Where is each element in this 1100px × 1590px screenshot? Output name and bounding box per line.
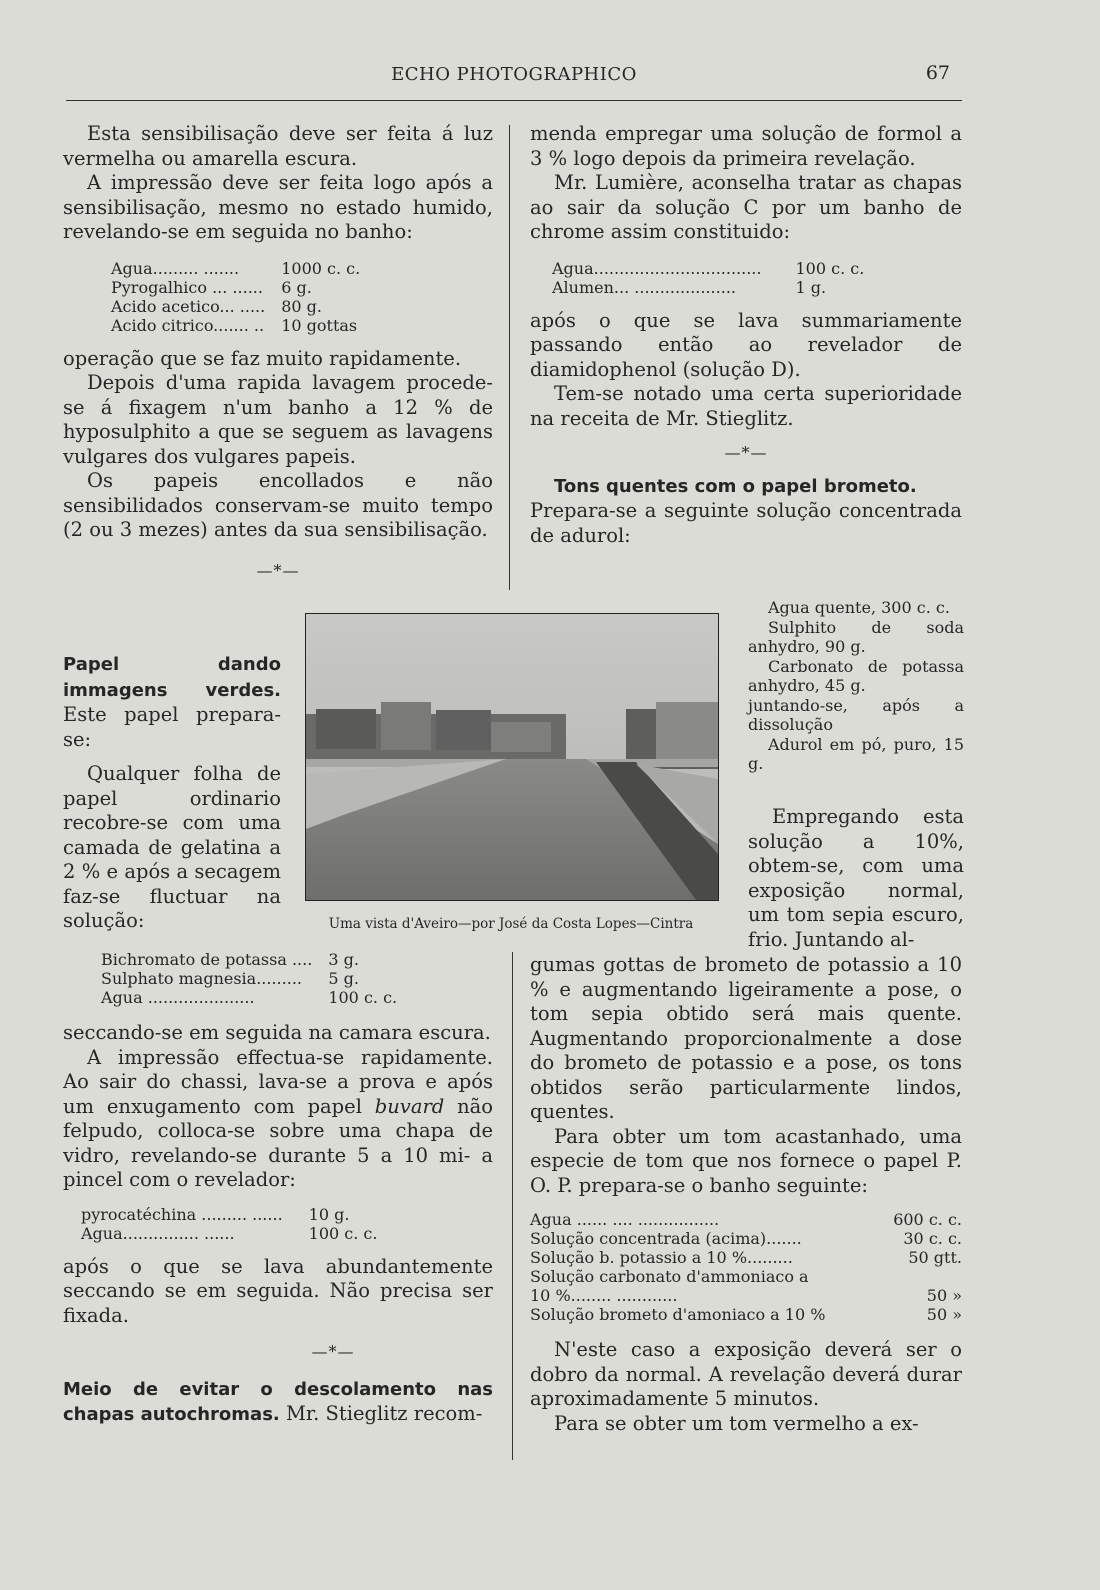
column-divider-bottom — [512, 952, 513, 1460]
emphasis-buvard: buvard — [374, 1094, 445, 1118]
paragraph: após o que se lava summariamente passando então ao revelador de diamidophenol (solução D). — [530, 308, 962, 381]
paragraph: N'este caso a exposição deverá ser o dobro da normal. A revelação deverá durar aproximadamente 5 minutos. — [530, 1338, 962, 1410]
adurol-formula — [748, 598, 964, 774]
formula-bichromato — [101, 950, 397, 1007]
paragraph: seccando-se em seguida na camara escura. — [63, 1021, 491, 1044]
section-separator: —*— — [311, 1342, 355, 1361]
paragraph: A impressão effectua-se rapidamente. Ao sair do chassi, lava-se a prova e após um enxugamento com papel buvard não felpudo, colloca-se sobre uma chapa de vidro, revelando-se durante 5 a 10 mi- a pincel com o revelador: — [63, 1045, 494, 1191]
right-column-top — [530, 122, 962, 548]
paragraph: operação que se faz muito rapidamente. — [63, 346, 462, 370]
section-separator: —*— — [256, 560, 300, 580]
section-heading: Papel dando immagens verdes. — [63, 654, 281, 701]
page-number: 67 — [925, 62, 950, 84]
formula-line: Sulphito de soda anhydro, 90 g. — [748, 617, 964, 656]
paragraph: Os papeis encollados e não sensibilidados conservam-se muito tempo (2 ou 3 mezes) antes da sua sensibilisação. — [63, 469, 493, 541]
formula-pyrogalhico — [111, 259, 360, 335]
photograph-image — [306, 614, 718, 900]
paragraph: Para obter um tom acastanhado, uma especie de tom que nos fornece o papel P. O. P. prepara-se o banho seguinte: — [530, 1124, 962, 1197]
formula-row: Alumen... .................... 1 g. — [552, 277, 827, 297]
right-column-narrow — [748, 805, 964, 952]
photo-caption: Uma vista d'Aveiro—por José da Costa Lopes—Cintra — [328, 916, 694, 932]
formula-pop-bath — [530, 1210, 962, 1324]
formula-pyrocatechina — [81, 1205, 377, 1243]
journal-title: ECHO PHOTOGRAPHICO — [391, 64, 637, 85]
paragraph: Para se obter um tom vermelho a ex- — [554, 1411, 919, 1435]
formula-row: Bichromato de potassa .... 3 g. — [101, 950, 359, 969]
paragraph: Depois d'uma rapida lavagem procede-se á fixagem n'um banho a 12 % de hyposulphito a que se seguem as lavagens vulgares dos vulgares papeis. — [63, 371, 493, 468]
formula-row: Agua......... ....... 1000 c. c. — [111, 258, 361, 278]
formula-row: pyrocatéchina ......... ...... 10 g. — [81, 1204, 350, 1224]
left-column-top — [63, 122, 493, 591]
formula-line: Adurol em pó, puro, 15 g. — [748, 734, 964, 773]
header-rule — [66, 100, 962, 101]
formula-row: Pyrogalhico ... ...... 6 g. — [111, 277, 312, 297]
column-divider-top — [509, 125, 510, 590]
formula-row: Sulphato magnesia......... 5 g. — [101, 969, 359, 988]
paragraph: Este papel prepara-se: — [63, 703, 281, 751]
paragraph: menda empregar uma solução de formol a 3 % logo depois da primeira revelação. — [530, 122, 962, 170]
formula-line: Carbonato de potassa anhydro, 45 g. — [748, 656, 964, 695]
formula-row: Agua ...... .... ................ 600 c. c. — [530, 1210, 962, 1229]
formula-row: Solução concentrada (acima)....... 30 c. c. — [530, 1229, 962, 1248]
left-column-narrow — [63, 652, 281, 934]
formula-row: Solução b. potassio a 10 %......... 50 gtt. — [530, 1248, 962, 1267]
section-heading: Tons quentes com o papel brometo. — [554, 475, 917, 497]
formula-line: juntando-se, após a dissolução — [748, 695, 964, 734]
formula-row: Acido acetico... ..... 80 g. — [111, 296, 322, 316]
formula-row: Acido citrico....... .. 10 gottas — [111, 315, 358, 335]
right-column-bottom — [530, 953, 962, 1436]
formula-chrome-bath — [552, 259, 864, 297]
paragraph: após o que se lava abundantemente seccando se em seguida. Não precisa ser fixada. — [63, 1254, 493, 1327]
paragraph: Empregando esta solução a 10%, obtem-se, com uma exposição normal, um tom sepia escuro, frio. Juntando al- — [748, 805, 964, 951]
formula-row: 10 %........ ............ 50 » — [530, 1286, 962, 1305]
paragraph: A impressão deve ser feita logo após a sensibilisação, mesmo no estado humido, revelando-se em seguida no banho: — [63, 171, 493, 243]
paragraph: Mr. Lumière, aconselha tratar as chapas ao sair da solução C por um banho de chrome assim constituido: — [530, 171, 962, 243]
section-separator: —*— — [724, 443, 768, 462]
formula-row: Agua................................. 100 c. c. — [552, 258, 865, 278]
running-header — [66, 60, 962, 90]
paragraph: Prepara-se a seguinte solução concentrada de adurol: — [530, 499, 962, 547]
left-column-bottom — [63, 950, 493, 1428]
paragraph: gumas gottas de brometo de potassio a 10 % e augmentando ligeiramente a pose, o tom sepia obtido será mais quente. Augmentando proporcionalmente a dose do brometo de potassio e a pose, os tons obtidos serão particularmente lindos, quentes. — [530, 953, 962, 1123]
section-heading: Meio de evitar o descolamento nas chapas autochromas. — [63, 1378, 493, 1425]
formula-line: Agua quente, 300 c. c. — [768, 598, 950, 617]
paragraph: Esta sensibilisação deve ser feita á luz vermelha ou amarella escura. — [63, 122, 493, 170]
paragraph: Tem-se notado uma certa superioridade na receita de Mr. Stieglitz. — [530, 382, 962, 430]
formula-row: Agua............... ...... 100 c. c. — [81, 1223, 378, 1243]
formula-row: Agua ..................... 100 c. c. — [101, 988, 398, 1007]
paragraph: Qualquer folha de papel ordinario recobre-se com uma camada de gelatina a 2 % e após a secagem faz-se fluctuar na solução: — [63, 762, 281, 932]
photograph-aveiro-canal — [305, 613, 719, 901]
formula-row: Solução carbonato d'ammoniaco a — [530, 1267, 809, 1286]
formula-row: Solução brometo d'amoniaco a 10 % 50 » — [530, 1305, 962, 1324]
paragraph: Mr. Stieglitz recom- — [285, 1402, 483, 1425]
